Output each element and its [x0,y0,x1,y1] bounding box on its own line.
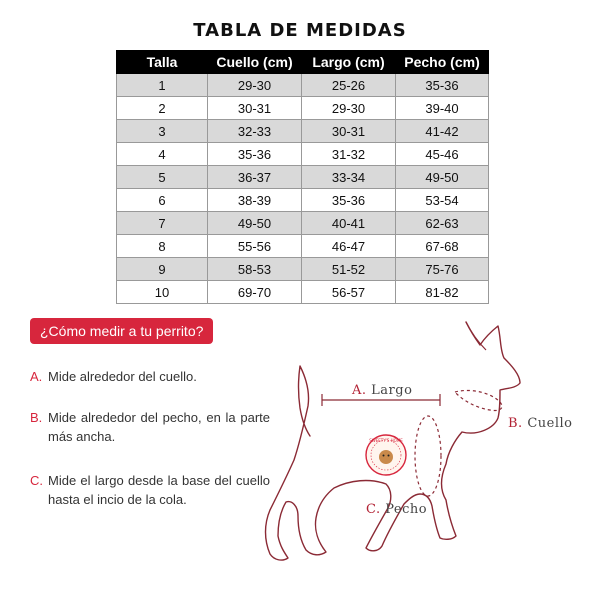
table-cell: 33-34 [302,166,396,189]
logo-dog-eye-right [388,455,390,457]
table-cell: 49-50 [396,166,489,189]
table-cell: 31-32 [302,143,396,166]
table-cell: 5 [117,166,208,189]
step-letter: B. [30,410,43,425]
label-letter: B. [508,416,523,431]
table-cell: 46-47 [302,235,396,258]
table-cell: 69-70 [208,281,302,304]
howto-heading: ¿Cómo medir a tu perrito? [30,318,213,344]
label-cuello [508,416,572,431]
table-cell: 35-36 [302,189,396,212]
table-cell: 67-68 [396,235,489,258]
label-letter: A. [352,383,367,398]
table-cell: 55-56 [208,235,302,258]
header-largo: Largo (cm) [302,51,396,74]
logo-dog-face [379,450,393,464]
table-cell: 7 [117,212,208,235]
table-cell: 29-30 [208,74,302,97]
table-cell: 62-63 [396,212,489,235]
table-cell: 35-36 [208,143,302,166]
table-cell: 9 [117,258,208,281]
table-cell: 81-82 [396,281,489,304]
table-cell: 39-40 [396,97,489,120]
table-cell: 2 [117,97,208,120]
step-letter: A. [30,369,43,384]
table-cell: 3 [117,120,208,143]
table-cell: 45-46 [396,143,489,166]
table-cell: 53-54 [396,189,489,212]
header-pecho: Pecho (cm) [396,51,489,74]
header-talla: Talla [117,51,208,74]
table-cell: 10 [117,281,208,304]
table-cell: 4 [117,143,208,166]
label-word: Pecho [385,502,428,517]
table-cell: 30-31 [208,97,302,120]
chest-measure-line [415,416,441,496]
label-word: Cuello [527,416,573,431]
label-letter: C. [366,502,381,517]
table-cell: 51-52 [302,258,396,281]
table-cell: 41-42 [396,120,489,143]
table-cell: 38-39 [208,189,302,212]
table-cell: 58-53 [208,258,302,281]
step-text: Mide alrededor del pecho, en la parte más ancha. [48,410,270,444]
table-cell: 8 [117,235,208,258]
table-cell: 49-50 [208,212,302,235]
table-cell: 1 [117,74,208,97]
table-cell: 36-37 [208,166,302,189]
table-cell: 75-76 [396,258,489,281]
step-letter: C. [30,473,43,488]
table-cell: 25-26 [302,74,396,97]
label-largo [351,383,412,398]
table-cell: 30-31 [302,120,396,143]
step-text: Mide el largo desde la base del cuello hasta el incio de la cola. [48,473,270,507]
ear-line [466,322,486,350]
logo-dog-eye-left [383,455,385,457]
table-cell: 40-41 [302,212,396,235]
table-cell: 6 [117,189,208,212]
header-cuello: Cuello (cm) [208,51,302,74]
neck-measure-line [455,390,502,410]
label-word: Largo [371,383,413,398]
table-cell: 35-36 [396,74,489,97]
logo-text: SWEETY'S HOME [369,438,403,443]
label-pecho [366,502,427,517]
page-title: TABLA DE MEDIDAS [193,20,407,41]
table-cell: 29-30 [302,97,396,120]
table-cell: 32-33 [208,120,302,143]
step-text: Mide alrededor del cuello. [48,369,197,384]
table-cell: 56-57 [302,281,396,304]
